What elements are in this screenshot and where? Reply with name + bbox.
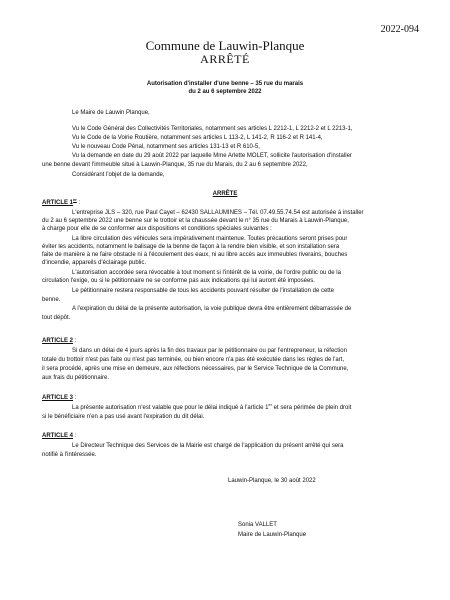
article-1-p2-line: éviter les accidents, notamment le balisage de la benne de façon à la rendre bien visible, et son installation sera	[42, 244, 340, 250]
signatory-name: Sonia VALLET	[238, 522, 277, 528]
maire-line: Le Maire de Lauwin Planque,	[72, 110, 150, 116]
article-1-p2-line: faite de manière à ne faire obstacle ni à l'écoulement des eaux, ni au libre accès aux immeubles riverains, bouches	[42, 252, 348, 258]
article-1-p4-line: benne.	[42, 297, 61, 303]
article-3-title: ARTICLE 3 :	[42, 395, 77, 401]
vu-voirie: Vu le Code de la Voirie Routière, notamment ses articles L 113-2, L 141-2, R 116-2 et R 141-4,	[72, 135, 323, 141]
article-3-line: La présente autorisation n'est valable que pour le délai indiqué à l'article 1er et sera périmée de plein droit	[72, 402, 352, 411]
commune-title: Commune de Lauwin-Planque	[145, 38, 305, 53]
vu-demande-line-2: une benne devant l'immeuble situé à Lauwin-Planque, 35 rue du Marais, du 2 au 6 septembre 2022,	[42, 162, 308, 168]
article-1-title: ARTICLE 1er :	[42, 197, 81, 206]
arrete-heading: ARRÊTE	[212, 191, 238, 197]
article-4-line: Le Directeur Technique des Services de la Mairie est chargé de l'application du présent arrêté qui sera	[72, 443, 344, 449]
subject-line-1: Autorisation d'installer d'une benne – 35 rue du marais	[146, 81, 304, 87]
article-2-line: il sera procédé, après une mise en demeure, aux réfections nécessaires, par le Service Technique de la Commune,	[42, 366, 349, 372]
article-1-p4-line: Le pétitionnaire restera responsable de tous les accidents pouvant résulter de l'installation de cette	[72, 288, 334, 294]
article-2-line: totale du trottoir n'est pas faite ou n'est pas terminée, ou bien encore n'a pas été exécutée dans les règles de l'art,	[42, 357, 345, 363]
article-1-p3-line: circulation l'exige, ou si le pétitionnaire ne se conforme pas aux indications qui lui auront été imposées.	[42, 278, 315, 284]
article-2-title: ARTICLE 2 :	[42, 338, 77, 344]
article-2-line: aux frais du pétitionnaire.	[42, 375, 110, 381]
article-1-p2-line: La libre circulation des véhicules sera impérativement maintenue. Toutes précautions seront prises pour	[72, 236, 348, 242]
article-4-line: notifié à l'intéressée.	[42, 452, 97, 458]
document-type: ARRÊTÉ	[200, 52, 250, 66]
considerant-line: Considérant l'objet de la demande,	[72, 172, 165, 178]
article-1-p2-line: d'incendie, appareils d'éclairage public.	[42, 260, 147, 266]
article-1-p1-line: L'entreprise JLS – 320, rue Paul Cayet – 62430 SALLAUMINES – Tél. 07.49.55.74.54 est autorisée à installer	[72, 210, 364, 216]
article-1-p3-line: L'autorisation accordée sera révocable à tout moment si l'intérêt de la voirie, de l'ordre public ou de la	[72, 270, 341, 276]
vu-code-penal: Vu le nouveau Code Pénal, notamment ses articles 131-13 et R 610-5,	[72, 144, 260, 150]
article-1-p1-line: à charge pour elle de se conformer aux dispositions et conditions spéciales suivantes :	[42, 226, 272, 232]
subject-line-2: du 2 au 6 septembre 2022	[188, 89, 262, 95]
document-reference: 2022-094	[380, 24, 419, 35]
place-and-date: Lauwin-Planque, le 30 août 2022	[228, 478, 316, 484]
signatory-role: Maire de Lauwin-Planque	[238, 532, 307, 538]
article-3-line: si le bénéficiaire n'en a pas usé avant l'expiration du dit délai.	[42, 414, 205, 420]
article-4-title: ARTICLE 4 :	[42, 433, 77, 439]
article-2-line: Si dans un délai de 4 jours après la fin des travaux par le pétitionnaire ou par l'entrepreneur, la réfection	[72, 348, 347, 354]
article-1-p5-line: tout dépôt.	[42, 315, 71, 321]
vu-demande-line-1: Vu la demande en date du 29 août 2022 par laquelle Mme Arlette MOLET, sollicite l'autorisation d'installer	[72, 153, 352, 159]
vu-cgct: Vu le Code Général des Collectivités Territoriales, notamment ses articles L 2212-1, L 2212-2 et L 2213-1,	[72, 126, 353, 132]
article-1-p5-line: A l'expiration du délai de la présente autorisation, la voie publique devra être entièrement débarrassée de	[72, 306, 352, 312]
article-1-p1-line: du 2 au 6 septembre 2022 une benne sur le trottoir et la chaussée devant le n° 35 rue du Marais à Lauwin-Planque,	[42, 218, 349, 224]
